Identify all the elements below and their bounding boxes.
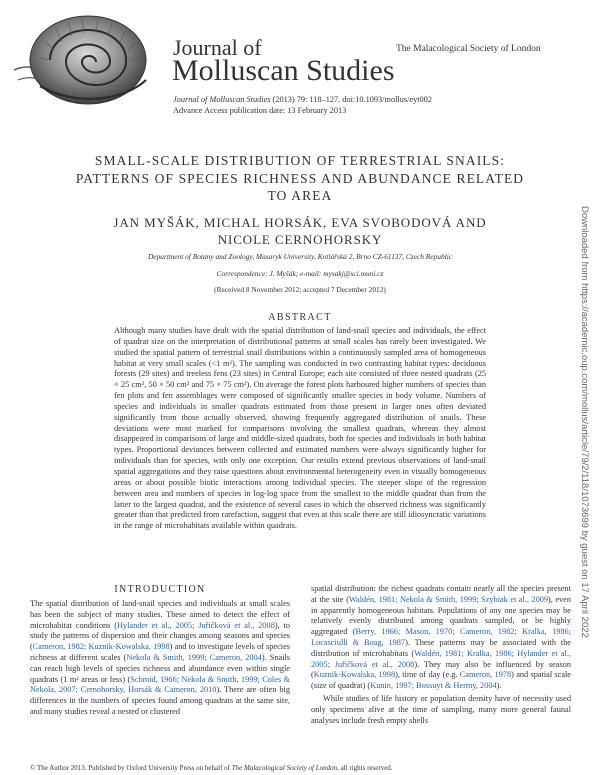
- introduction-heading: INTRODUCTION: [114, 584, 206, 595]
- abstract-heading: ABSTRACT: [268, 312, 332, 323]
- citation-link[interactable]: Waldén, 1981; Kralka, 1986; Hylander et al., 2005; Juřičková et al., 2008: [311, 648, 571, 669]
- citation-link[interactable]: Berry, 1966; Mason, 1970; Cameron, 1982; Kralka, 1986; Locasciulli & Boag, 1987: [311, 627, 571, 647]
- journal-title-line2: Molluscan Studies: [172, 54, 395, 87]
- citation-link[interactable]: Nekola & Smith, 1999; Cameron, 2004: [126, 652, 262, 662]
- abstract-text: Although many studies have dealt with the spatial distribution of land-snail species and individuals, the effect of quadrat size on the interpretation of distributional patterns at small scales has rarely been investigated. We studied the spatial pattern of terrestrial snail distributions within a continuously sampled area of homogeneous habitat at very small scales (<1 m²). The sampling was conducted in two contrasting habitat types: deciduous forests (29 sites) and treeless fens (23 sites) in Central Europe; each site consisted of three nested quadrats (25 × 25 cm², 50 × 50 cm² and 75 × 75 cm²). On average the forest plots harboured higher numbers of species than fen plots and fen assemblages were composed of significantly smaller species in body volume. Numbers of species and individuals in smaller quadrats estimated from those present in larger ones often deviated significantly from those actually observed, showing frequently aggregated distribution of snails. These deviations were most marked for comparisons involving the smallest quadrats, whereas they almost disappeared in comparisons of large and middle-sized quadrats, both for species and individuals in both habitat types. Proportional deviances between collected and estimated numbers were always significantly higher for individuals than for species, with only one exception. Our results extend previous observations of land-snail spatial aggregations and they raise questions about environmental heterogeneity even in visually homogeneous areas or about possible biotic interactions among individual species. The steeper slope of the regression between area and numbers of species in log-log space from the smallest to the middle quadrat than from the latter to the largest quadrat, and the existence of several cases in which the observed richness was significantly greater than that predicted from rarefaction, suggest that even at this scale there are still idiosyncratic variations in the range of microhabitats available within quadrats.: [114, 326, 486, 531]
- journal-title-line1: Journal of: [173, 35, 262, 60]
- authors-line: JAN MYŠÁK, MICHAL HORSÁK, EVA SVOBODOVÁ AND: [113, 215, 487, 230]
- intro-text: ).: [496, 681, 502, 691]
- authors: [60, 214, 540, 248]
- citation-details: (2013) 79: 118–127. doi:10.1093/mollus/eyt002: [270, 95, 432, 104]
- intro-paragraph: [311, 584, 571, 692]
- footer-suffix: , all rights reserved.: [337, 764, 393, 772]
- intro-text: ) and spatial scale (size of quadrat) (: [311, 670, 571, 691]
- intro-text: ). They may also be influenced by season (: [311, 659, 571, 680]
- intro-text: ), even in apparently homogeneous habitats. Populations of any one species may be relatively evenly distributed among quadrats sampled, or be highly aggregated (: [311, 594, 571, 637]
- intro-text: ), time of day (e.g.: [395, 670, 460, 680]
- advance-access-date: Advance Access publication date: 13 February 2013: [173, 106, 347, 115]
- snail-shell-logo: [10, 8, 170, 110]
- citation-link[interactable]: Cameron, 1982; Kuznik-Kowalska, 1998: [32, 642, 170, 652]
- correspondence-name: J. Myšák; e-mail:: [269, 269, 324, 278]
- title-line: PATTERNS OF SPECIES RICHNESS AND ABUNDANCE RELATED: [75, 170, 525, 186]
- correspondence-email[interactable]: mysakj@sci.muni.cz: [323, 269, 384, 278]
- received-dates: (Received 8 November 2012; accepted 7 December 2012): [214, 285, 386, 294]
- intro-text: spatial distribution: the richest quadrats contain nearly all the species present at the site (: [311, 584, 571, 604]
- intro-text: ). There are often big differences in the numbers of species found among quadrats at the same site, and many studies reveal a nested or clustered: [30, 685, 290, 716]
- title-line: TO AREA: [267, 188, 333, 203]
- citation: [173, 94, 432, 116]
- citation-journal: Journal of Molluscan Studies: [173, 95, 271, 104]
- footer-society: The Malacological Society of London: [231, 764, 338, 772]
- affiliation: Department of Botany and Zoology, Masaryk University, Kotlářská 2, Brno CZ-61137, Czech Republic: [147, 252, 453, 261]
- citation-link[interactable]: Hylander et al., 2005; Juřičková et al., 2008: [116, 620, 275, 630]
- intro-text: ) and to investigate levels of species richness at different scales (: [30, 642, 290, 662]
- intro-text: ). These patterns may be associated with the distribution of microhabitats (: [311, 637, 571, 658]
- intro-right-column: [311, 584, 571, 761]
- intro-left-column: [30, 599, 290, 761]
- footer-prefix: © The Author 2013. Published by Oxford University Press on behalf of: [30, 764, 232, 772]
- citation-link[interactable]: Waldén, 1981; Nekola & Smith, 1999; Szybiak et al., 2009: [348, 594, 549, 604]
- copyright-footer: [30, 764, 393, 772]
- citation-link[interactable]: Kuznik-Kowalska, 1998: [313, 670, 396, 680]
- intro-text: ), to study the patterns of dispersion and their changes among seasons and species (: [30, 620, 290, 652]
- citation-link[interactable]: Kunin, 1997; Bossuyt & Hermy, 2004: [370, 681, 497, 691]
- citation-link[interactable]: Cameron, 1978: [459, 670, 512, 680]
- intro-text: The spatial distribution of land-snail species and individuals at small scales has been the subject of many studies. These aimed to detect the effect of microhabitat conditions (: [30, 599, 290, 630]
- download-watermark: Downloaded from https://academic.oup.com/mollus/article/79/2/118/1073699 by guest on 17 April 2022: [579, 206, 590, 638]
- title-line: SMALL-SCALE DISTRIBUTION OF TERRESTRIAL SNAILS:: [94, 153, 506, 168]
- authors-line: NICOLE CERNOHORSKY: [217, 232, 383, 247]
- correspondence-label: Correspondence:: [216, 269, 270, 278]
- publisher-society: The Malacological Society of London: [396, 44, 541, 54]
- intro-text: ). Snails can reach high levels of species richness and abundance even within single quadrats (1 m² areas or less) (: [30, 652, 290, 684]
- citation-link[interactable]: Schmid, 1966; Nekola & Smith, 1999; Coles & Nekola, 2007; Cernohorsky, Horsák & Cameron, 2010: [30, 674, 290, 695]
- correspondence: [60, 269, 540, 278]
- article-title: [60, 152, 540, 205]
- intro-paragraph: While studies of life history or population density have of necessity used only specimens alive at the time of sampling, many more general faunal analyses include fresh empty shells: [311, 693, 571, 725]
